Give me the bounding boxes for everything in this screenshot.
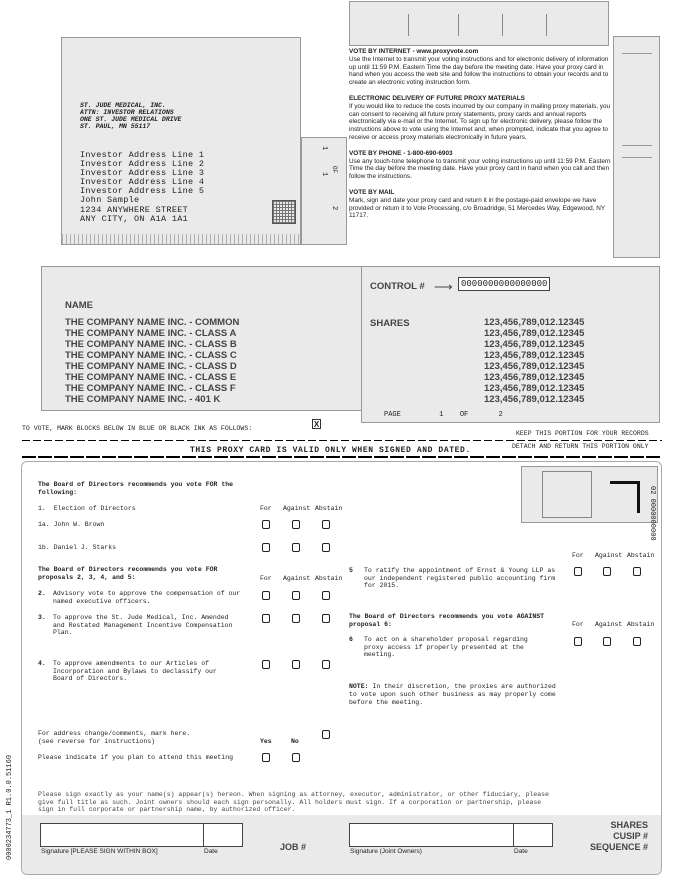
item1b-label: 1b. Daniel J. Starks bbox=[38, 544, 117, 551]
col-abstain: Abstain bbox=[315, 505, 343, 512]
page-indicator-panel: 1 OF 1 2 bbox=[301, 137, 347, 245]
joint-signature-box[interactable] bbox=[349, 823, 514, 847]
shares-label: SHARES bbox=[370, 318, 410, 329]
side-code-left: 0000234773_1 R1.0.0.51160 bbox=[6, 754, 14, 860]
control-number: 0000000000000000 bbox=[458, 277, 550, 291]
item5-num: 5 bbox=[349, 567, 353, 574]
item1b-for-checkbox[interactable] bbox=[262, 543, 270, 552]
internet-title: VOTE BY INTERNET - www.proxyvote.com bbox=[349, 48, 479, 55]
name-label: NAME bbox=[65, 300, 93, 311]
valid-notice: THIS PROXY CARD IS VALID ONLY WHEN SIGNED AND DATED. bbox=[190, 446, 471, 455]
footer-codes: SHARES CUSIP # SEQUENCE # bbox=[589, 820, 648, 852]
address-change: For address change/comments, mark here. (see reverse for instructions) bbox=[38, 730, 191, 745]
phone-text: Use any touch-tone telephone to transmit your voting instructions up until 11:59 P.M. Eastern Time the day before the meeting date. Have your proxy card in hand when you call and then follow the instructions. bbox=[349, 157, 611, 181]
joint-date-box[interactable] bbox=[513, 823, 553, 847]
corner-mark-icon bbox=[610, 481, 640, 513]
item2-abstain-checkbox[interactable] bbox=[322, 591, 330, 600]
address-change-checkbox[interactable] bbox=[322, 730, 330, 739]
attend-label: Please indicate if you plan to attend this meeting bbox=[38, 754, 234, 761]
item3-text: To approve the St. Jude Medical, Inc. Amended and Restated Management Incentive Compensation Plan. bbox=[53, 614, 233, 636]
control-label: CONTROL # bbox=[370, 281, 425, 292]
board-rec-for: The Board of Directors recommends you vote FOR the following: bbox=[38, 481, 234, 496]
col-against: Against bbox=[283, 575, 311, 582]
barcode-tick bbox=[502, 14, 503, 36]
item4-against-checkbox[interactable] bbox=[292, 660, 300, 669]
col-for: For bbox=[260, 505, 272, 512]
address-window bbox=[61, 37, 301, 245]
item6-against-checkbox[interactable] bbox=[603, 637, 611, 646]
item5-abstain-checkbox[interactable] bbox=[633, 567, 641, 576]
board-rec-against: The Board of Directors recommends you vote AGAINST proposal 6: bbox=[349, 613, 545, 628]
item5-against-checkbox[interactable] bbox=[603, 567, 611, 576]
ruler-strip bbox=[62, 234, 300, 244]
date-label: Date bbox=[204, 848, 218, 855]
col-against: Against bbox=[595, 552, 623, 559]
col-against: Against bbox=[283, 505, 311, 512]
item1a-against-checkbox[interactable] bbox=[292, 520, 300, 529]
item1a-label: 1a. John W. Brown bbox=[38, 521, 105, 528]
ballot-corner-panel bbox=[521, 466, 658, 523]
item4-for-checkbox[interactable] bbox=[262, 660, 270, 669]
board-rec-props: The Board of Directors recommends you vote FOR proposals 2, 3, 4, and 5: bbox=[38, 566, 218, 581]
arrow-right-icon: ⟶ bbox=[434, 279, 453, 294]
item2-num: 2. bbox=[38, 590, 46, 597]
mail-title: VOTE BY MAIL bbox=[349, 188, 395, 196]
joint-signature-label: Signature (Joint Owners) bbox=[350, 848, 422, 855]
detach-line bbox=[22, 456, 662, 458]
recipient-address: Investor Address Line 1 Investor Address Line 2 Investor Address Line 3 Investor Address Line 4 Investor Address Line 5 John Sample 1234 ANYWHERE STREET ANY CITY, ON A1A 1A1 bbox=[80, 150, 205, 224]
sender-address: ST. JUDE MEDICAL, INC. ATTN: INVESTOR RELATIONS ONE ST. JUDE MEDICAL DRIVE ST. PAUL, MN 55117 bbox=[80, 102, 182, 130]
signature-box[interactable] bbox=[40, 823, 204, 847]
item2-text: Advisory vote to approve the compensation of our named executive officers. bbox=[53, 590, 241, 605]
col-against: Against bbox=[595, 621, 623, 628]
joint-date-label: Date bbox=[514, 848, 528, 855]
item3-abstain-checkbox[interactable] bbox=[322, 614, 330, 623]
ink-instruction: TO VOTE, MARK BLOCKS BELOW IN BLUE OR BLACK INK AS FOLLOWS: bbox=[22, 425, 253, 432]
internet-text: Use the Internet to transmit your voting instructions and for electronic delivery of information up until 11:59 P.M. Eastern Time the day before the meeting date. Have your proxy card in hand when you access the web site and follow the instructions to obtain your records and to create an electronic voting instruction form. bbox=[349, 55, 609, 87]
item1a-abstain-checkbox[interactable] bbox=[322, 520, 330, 529]
item4-num: 4. bbox=[38, 660, 46, 667]
signature-label: Signature [PLEASE SIGN WITHIN BOX] bbox=[41, 848, 158, 855]
item1b-abstain-checkbox[interactable] bbox=[322, 543, 330, 552]
item5-for-checkbox[interactable] bbox=[574, 567, 582, 576]
yes-label: Yes bbox=[260, 738, 272, 745]
side-panel bbox=[613, 36, 660, 258]
job-label: JOB # bbox=[280, 842, 307, 852]
item4-abstain-checkbox[interactable] bbox=[322, 660, 330, 669]
sign-instructions: Please sign exactly as your name(s) appear(s) hereon. When signing as attorney, executor, administrator, or other fiduciary, please give full title as such. Joint owners should each sign personally. All holders must sign. If a corporation or partnership, please sign in full corporate or partnership name, by authorized officer. bbox=[38, 791, 549, 813]
shares-list: 123,456,789,012.12345 123,456,789,012.12345 123,456,789,012.12345 123,456,789,012.12345 123,456,789,012.12345 123,456,789,012.12345 123,456,789,012.12345 123,456,789,012.12345 bbox=[484, 317, 585, 405]
item6-abstain-checkbox[interactable] bbox=[633, 637, 641, 646]
item1b-against-checkbox[interactable] bbox=[292, 543, 300, 552]
item6-num: 6 bbox=[349, 636, 353, 643]
item3-num: 3. bbox=[38, 614, 46, 621]
datamatrix-icon bbox=[272, 200, 296, 224]
item1: 1. Election of Directors bbox=[38, 505, 136, 512]
detach-portion: DETACH AND RETURN THIS PORTION ONLY bbox=[512, 443, 649, 450]
date-box[interactable] bbox=[203, 823, 243, 847]
no-label: No bbox=[291, 738, 299, 745]
company-list: THE COMPANY NAME INC. - COMMON THE COMPANY NAME INC. - CLASS A THE COMPANY NAME INC. - CLASS B THE COMPANY NAME INC. - CLASS C THE COMPANY NAME INC. - CLASS D THE COMPANY NAME INC. - CLASS E THE COMPANY NAME INC. - CLASS F THE COMPANY NAME INC. - 401 K bbox=[65, 317, 240, 405]
item2-against-checkbox[interactable] bbox=[292, 591, 300, 600]
mail-text: Mark, sign and date your proxy card and return it in the postage-paid envelope we have provided or return it to Vote Processing, c/o Broadridge, 51 Mercedes Way, Edgewood, NY 11717. bbox=[349, 196, 605, 220]
item5-text: To ratify the appointment of Ernst & Young LLP as our independent registered public accounting firm for 2015. bbox=[364, 567, 556, 589]
item4-text: To approve amendments to our Articles of Incorporation and Bylaws to declassify our Board of Directors. bbox=[53, 660, 217, 682]
ink-mark-example: X bbox=[313, 420, 320, 429]
col-for: For bbox=[260, 575, 272, 582]
col-abstain: Abstain bbox=[627, 621, 655, 628]
note: NOTE: In their discretion, the proxies are authorized to vote upon such other business as may properly come before the meeting. bbox=[349, 683, 556, 706]
barcode-strip bbox=[349, 1, 609, 46]
keep-portion: KEEP THIS PORTION FOR YOUR RECORDS bbox=[516, 430, 649, 437]
barcode-tick bbox=[546, 14, 547, 36]
col-for: For bbox=[572, 621, 584, 628]
attend-yes-checkbox[interactable] bbox=[262, 753, 270, 762]
barcode-tick bbox=[408, 14, 409, 36]
edelivery-text: If you would like to reduce the costs incurred by our company in mailing proxy materials, you can consent to receiving all future proxy statements, proxy cards and annual reports electronically via e-mail or the Internet. To sign up for electronic delivery, please follow the instructions above to vote using the Internet and, when prompted, indicate that you agree to receive or access proxy materials electronically in future years. bbox=[349, 102, 611, 141]
edelivery-title: ELECTRONIC DELIVERY OF FUTURE PROXY MATERIALS bbox=[349, 94, 525, 102]
item3-against-checkbox[interactable] bbox=[292, 614, 300, 623]
col-for: For bbox=[572, 552, 584, 559]
vote-instructions bbox=[349, 48, 611, 220]
item3-for-checkbox[interactable] bbox=[262, 614, 270, 623]
barcode-tick bbox=[458, 14, 459, 36]
phone-title: VOTE BY PHONE - 1-800-690-6903 bbox=[349, 149, 453, 157]
item1a-for-checkbox[interactable] bbox=[262, 520, 270, 529]
cut-line bbox=[22, 440, 662, 441]
item6-text: To act on a shareholder proposal regarding proxy access if properly presented at the meeting. bbox=[364, 636, 528, 658]
col-abstain: Abstain bbox=[627, 552, 655, 559]
holdings-shares-panel bbox=[361, 266, 660, 423]
page-counter: PAGE 1 OF 2 bbox=[384, 411, 503, 419]
col-abstain: Abstain bbox=[315, 575, 343, 582]
item2-for-checkbox[interactable] bbox=[262, 591, 270, 600]
side-code-right: 02 0000000000 bbox=[648, 486, 656, 541]
attend-no-checkbox[interactable] bbox=[292, 753, 300, 762]
holdings-name-panel bbox=[41, 266, 363, 411]
item6-for-checkbox[interactable] bbox=[574, 637, 582, 646]
